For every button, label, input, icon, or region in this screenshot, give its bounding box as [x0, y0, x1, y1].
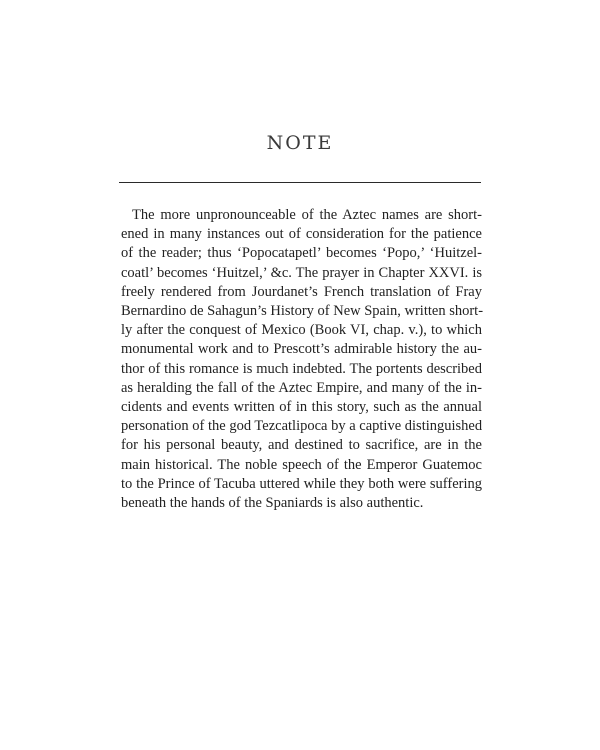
- note-paragraph: [121, 206, 482, 513]
- page-title: NOTE: [266, 132, 334, 154]
- paragraph-line: Bernardino de Sahagun’s History of New Spain, written short-: [121, 303, 484, 320]
- paragraph-line: thor of this romance is much indebted. The portents described: [121, 360, 482, 377]
- paragraph-line: ened in many instances out of consideration for the patience: [121, 226, 482, 243]
- paragraph-line: for his personal beauty, and destined to sacrifice, are in the: [121, 437, 482, 454]
- paragraph-line: The more unpronounceable of the Aztec names are short-: [132, 207, 482, 223]
- paragraph-line: beneath the hands of the Spaniards is also authentic.: [121, 495, 424, 512]
- title-underline-rule: [119, 182, 481, 183]
- paragraph-line: monumental work and to Prescott’s admirable history the au-: [121, 341, 482, 358]
- paragraph-line: cidents and events written of in this story, such as the annual: [121, 399, 482, 416]
- paragraph-line: main historical. The noble speech of the Emperor Guatemoc: [121, 456, 482, 473]
- paragraph-line: freely rendered from Jourdanet’s French translation of Fray: [121, 283, 482, 300]
- paragraph-line: as heralding the fall of the Aztec Empire, and many of the in-: [121, 379, 482, 396]
- paragraph-line: personation of the god Tezcatlipoca by a captive distinguished: [121, 418, 483, 435]
- paragraph-line: coatl’ becomes ‘Huitzel,’ &c. The prayer in Chapter XXVI. is: [121, 264, 482, 281]
- paragraph-line: to the Prince of Tacuba uttered while they both were suffering: [121, 475, 482, 492]
- paragraph-line: of the reader; thus ‘Popocatapetl’ becomes ‘Popo,’ ‘Huitzel-: [121, 245, 482, 262]
- paragraph-line: ly after the conquest of Mexico (Book VI, chap. v.), to which: [121, 322, 482, 339]
